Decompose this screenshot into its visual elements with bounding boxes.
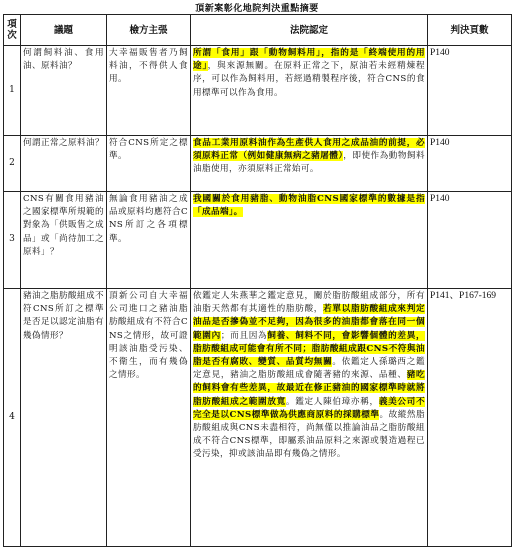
highlighted-finding: 義美公司不完全是以CNS標準做為供應商原料的採購標準 bbox=[193, 396, 425, 420]
highlighted-finding: 我國關於食用豬脂、動物油脂CNS國家標準的數據是指「成品端」。 bbox=[193, 194, 425, 218]
table-row bbox=[4, 136, 512, 192]
issue-cell: 豬油之脂肪酸組成不符CNS所訂之標準是否足以認定油脂有幾偽情形？ bbox=[21, 289, 107, 547]
highlighted-finding: 飼養、飼料不同，會影響個體的差異，脂肪酸組成可能會有所不同；脂肪酸組成跟CNS不符與油脂是否有腐敗、變質、品質均無關 bbox=[193, 330, 425, 368]
finding-text: ，即使作為動物飼料油脂使用，亦須原料正常始可。 bbox=[193, 151, 425, 175]
judgment-summary-table bbox=[3, 14, 512, 547]
issue-cell: 何謂正常之原料油？ bbox=[21, 136, 107, 192]
table-row bbox=[4, 192, 512, 289]
prosecution-cell: 符合CNS所定之標準。 bbox=[107, 136, 191, 192]
header-pages: 判決頁數 bbox=[428, 15, 512, 46]
pages-cell: P141、P167-169 bbox=[428, 289, 512, 547]
finding-text: ，與來源無關。在原料正常之下，原油若未經精煉程序，可以作為飼料用，若經過精製程序後，符合CNS的食用標準可以作為食用。 bbox=[193, 61, 425, 98]
prosecution-cell: 頂新公司自大幸福公司進口之豬油脂肪酸組成有不符合CNS之情形，故可證明該油脂受污染、不衛生，而有幾偽之情形。 bbox=[107, 289, 191, 547]
row-number: 3 bbox=[4, 192, 21, 289]
header-court-finding: 法院認定 bbox=[191, 15, 428, 46]
row-number: 2 bbox=[4, 136, 21, 192]
finding-text: ；而且因為 bbox=[220, 330, 268, 341]
court-finding-cell bbox=[191, 192, 428, 289]
issue-cell: 何謂飼料油、食用油、原料油？ bbox=[21, 46, 107, 136]
finding-text: 。依鑑定人孫璐西之鑑定意見，豬油之脂肪酸組成會隨著豬的來源、品種、 bbox=[193, 357, 425, 381]
pages-cell: P140 bbox=[428, 192, 512, 289]
row-number: 4 bbox=[4, 289, 21, 547]
finding-text: 。鑑定人陳伯璋亦稱， bbox=[285, 396, 379, 407]
header-item-no: 項次 bbox=[4, 15, 21, 46]
prosecution-cell: 大幸福販售者乃飼料油，不得供人食用。 bbox=[107, 46, 191, 136]
highlighted-finding: 所謂「食用」跟「動物飼料用」，指的是「終端使用的用途」 bbox=[193, 48, 425, 72]
prosecution-cell: 無論食用豬油之成品或原料均應符合CNS所訂之各項標準。 bbox=[107, 192, 191, 289]
table-row bbox=[4, 46, 512, 136]
document-title: 頂新案彰化地院判決重點摘要 bbox=[195, 4, 319, 14]
highlighted-finding: 若單以脂肪酸組成來判定油品是否摻偽並不足夠，因為很多的油脂都會落在同一個範圍內 bbox=[193, 304, 426, 341]
court-finding-cell bbox=[191, 46, 428, 136]
court-finding-cell bbox=[191, 136, 428, 192]
highlighted-finding: 食品工業用原料油作為生產供人食用之成品油的前提，必須原料正常（例如健康無病之豬屠體） bbox=[193, 138, 425, 162]
highlighted-finding: 豬吃的飼料會有些差異，故最近在修正豬油的國家標準時就將脂肪酸組成之範圍放寬 bbox=[193, 370, 425, 407]
issue-cell: CNS有關食用豬油之國家標準所規範的對象為「供販售之成品」或「尚待加工之原料」？ bbox=[21, 192, 107, 289]
table-row bbox=[4, 289, 512, 547]
court-finding-cell bbox=[191, 289, 428, 547]
pages-cell: P140 bbox=[428, 46, 512, 136]
header-prosecution: 檢方主張 bbox=[107, 15, 191, 46]
row-number: 1 bbox=[4, 46, 21, 136]
finding-text: 依鑑定人朱燕華之鑑定意見，關於脂肪酸組成部分，所有油脂天然都有其適性的脂肪酸， bbox=[193, 291, 425, 315]
header-issue: 議題 bbox=[21, 15, 107, 46]
finding-text: 。故縱然脂肪酸組成與CNS未盡相符，尚無僅以推論油品之脂肪酸組成不符合CNS標準，即屬系油品原料之來源或製造過程已受污染，抑或該油品即有幾偽之情形。 bbox=[193, 409, 425, 460]
table-header-row bbox=[4, 15, 512, 46]
pages-cell: P140 bbox=[428, 136, 512, 192]
